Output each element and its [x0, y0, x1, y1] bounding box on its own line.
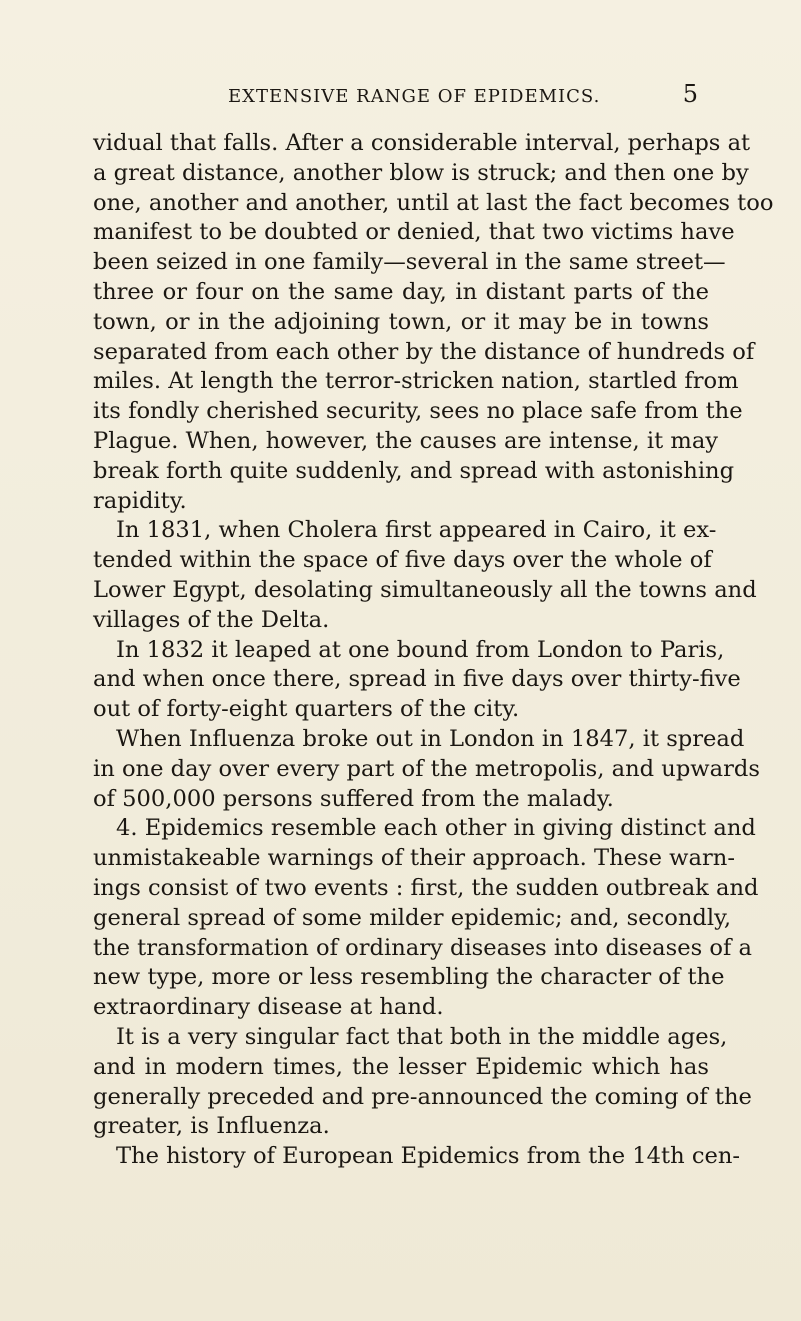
text-line: 4. Epidemics resemble each other in giving distinct and	[116, 815, 756, 842]
body-text	[93, 129, 774, 1172]
text-line: In 1831, when Cholera first appeared in Cairo, it ex-	[116, 517, 717, 544]
text-line: villages of the Delta.	[93, 606, 330, 633]
text-line: greater, is Influenza.	[93, 1113, 330, 1140]
text-line: extraordinary disease at hand.	[93, 994, 444, 1021]
text-line: The history of European Epidemics from the 14th cen-	[116, 1143, 741, 1170]
text-line: vidual that falls. After a considerable interval, perhaps at	[93, 130, 751, 156]
text-line: three or four on the same day, in distant parts of the	[93, 278, 709, 305]
text-line: generally preceded and pre-announced the coming of the	[93, 1083, 752, 1110]
text-line: manifest to be doubted or denied, that two victims have	[93, 219, 735, 246]
text-line: break forth quite suddenly, and spread with astonishing	[93, 457, 735, 484]
text-line: Lower Egypt, desolating simultaneously all the towns and	[93, 576, 757, 603]
text-line: In 1832 it leaped at one bound from London to Paris,	[116, 636, 725, 663]
text-line: It is a very singular fact that both in the middle ages,	[116, 1023, 728, 1050]
text-line: rapidity.	[93, 487, 187, 514]
text-line: of 500,000 persons suffered from the malady.	[93, 785, 614, 812]
page-number: 5	[682, 80, 698, 108]
text-line: and in modern times, the lesser Epidemic which has	[93, 1053, 709, 1080]
text-line: unmistakeable warnings of their approach. These warn-	[93, 845, 735, 872]
text-line: been seized in one family—several in the same street—	[93, 249, 726, 276]
text-line: and when once there, spread in five days over thirty-five	[93, 666, 741, 693]
page-header	[228, 80, 698, 116]
text-line: Plague. When, however, the causes are intense, it may	[93, 427, 719, 454]
text-line: in one day over every part of the metropolis, and upwards	[93, 755, 760, 782]
text-line: separated from each other by the distance of hundreds of	[93, 338, 755, 365]
text-line: out of forty-eight quarters of the city.	[93, 696, 520, 723]
text-line: the transformation of ordinary diseases into diseases of a	[93, 934, 752, 961]
text-line: one, another and another, until at last the fact becomes too	[93, 189, 774, 216]
text-line: town, or in the adjoining town, or it may be in towns	[93, 308, 709, 335]
text-line: miles. At length the terror-stricken nation, startled from	[93, 368, 739, 395]
text-line: tended within the space of five days over the whole of	[93, 547, 712, 574]
text-line: general spread of some milder epidemic; and, secondly,	[93, 904, 732, 931]
text-line: a great distance, another blow is struck; and then one by	[93, 159, 749, 186]
text-line: When Influenza broke out in London in 1847, it spread	[116, 725, 745, 752]
text-line: its fondly cherished security, sees no place safe from the	[93, 398, 743, 425]
running-head: EXTENSIVE RANGE OF EPIDEMICS.	[228, 86, 601, 107]
text-line: new type, more or less resembling the character of the	[93, 964, 725, 991]
text-line: ings consist of two events : first, the sudden outbreak and	[93, 874, 759, 901]
